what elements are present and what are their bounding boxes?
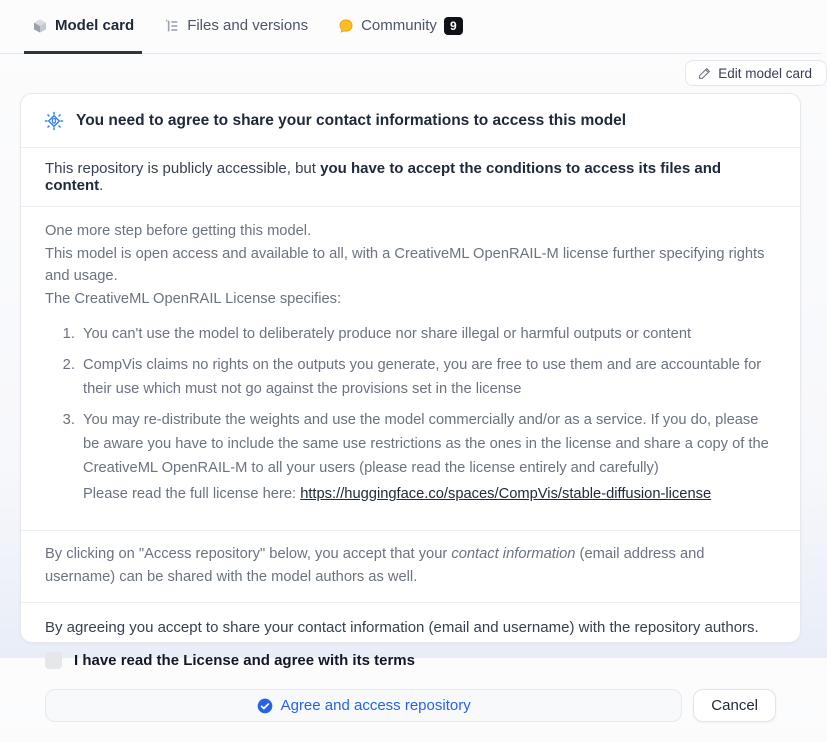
agree-button-label: Agree and access repository	[280, 697, 471, 714]
edit-model-card-button[interactable]	[685, 60, 827, 86]
action-buttons-row	[45, 689, 776, 722]
license-point-1: 1. You can't use the model to deliberately produce nor share illegal or harmful outputs or content	[79, 322, 776, 346]
license-agree-row[interactable]	[45, 652, 776, 669]
gated-access-card	[20, 93, 801, 714]
license-link-line	[83, 482, 776, 506]
repo-access-line	[21, 148, 800, 207]
edit-row	[0, 54, 821, 86]
tab-model-card[interactable]	[24, 0, 142, 54]
community-count-badge: 9	[444, 17, 463, 35]
gated-model-icon	[43, 110, 65, 132]
tab-files-label: Files and versions	[187, 17, 309, 34]
tab-model-card-label: Model card	[55, 17, 135, 34]
gate-title: You need to agree to share your contact informations to access this model	[76, 112, 627, 129]
access-repository-note	[21, 531, 800, 603]
gate-header	[21, 94, 800, 148]
model-cube-icon	[32, 18, 48, 34]
repo-tabbar	[0, 0, 821, 54]
agree-and-access-button[interactable]	[45, 689, 682, 722]
license-checkbox[interactable]	[45, 652, 62, 669]
pencil-icon	[698, 67, 711, 80]
license-link[interactable]: https://huggingface.co/spaces/CompVis/stable-diffusion-license	[300, 486, 712, 502]
license-point-3	[79, 408, 776, 506]
license-point-3-text: You may re-distribute the weights and use the model commercially and/or as a service. If you do, please be aware you have to include the same use restrictions as the ones in the license and share a copy of the CreativeML OpenRAIL-M to all your users (please read the license entirely and carefully)	[83, 412, 769, 476]
cancel-button[interactable]: Cancel	[693, 689, 776, 722]
intro-line-2: This model is open access and available to all, with a CreativeML OpenRAIL-M license further specifying rights and usage.	[45, 246, 765, 284]
community-bubble-icon	[338, 18, 354, 34]
license-intro	[45, 220, 776, 310]
license-description	[21, 207, 800, 531]
intro-line-3: The CreativeML OpenRAIL License specifies:	[45, 291, 342, 307]
license-points-list	[45, 322, 776, 506]
access-note-italic: contact information	[451, 546, 576, 562]
repo-access-suffix: .	[99, 177, 104, 194]
agreement-section	[21, 603, 800, 742]
access-note-prefix: By clicking on "Access repository" below, you accept that your	[45, 546, 452, 562]
repo-access-bold: you have to accept the conditions to access its files and content	[45, 160, 722, 194]
tab-files-and-versions[interactable]	[156, 0, 316, 54]
access-note-suffix: (email address and username) can be shared with the model authors as well.	[45, 546, 705, 585]
license-link-prefix: Please read the full license here:	[83, 486, 301, 502]
license-checkbox-label: I have read the License and agree with its terms	[74, 652, 415, 669]
tab-community-label: Community	[361, 17, 437, 34]
edit-model-card-label: Edit model card	[718, 65, 812, 81]
files-list-icon	[164, 18, 180, 34]
repo-access-prefix: This repository is publicly accessible, but	[45, 160, 321, 177]
license-point-2: 2. CompVis claims no rights on the outputs you generate, you are free to use them and are accountable for their use which must not go against the provisions set in the license	[79, 353, 776, 401]
tab-community[interactable]	[330, 0, 471, 54]
agree-note: By agreeing you accept to share your contact information (email and username) with the repository authors.	[45, 619, 759, 636]
check-circle-icon	[257, 698, 273, 714]
intro-line-1: One more step before getting this model.	[45, 223, 312, 239]
